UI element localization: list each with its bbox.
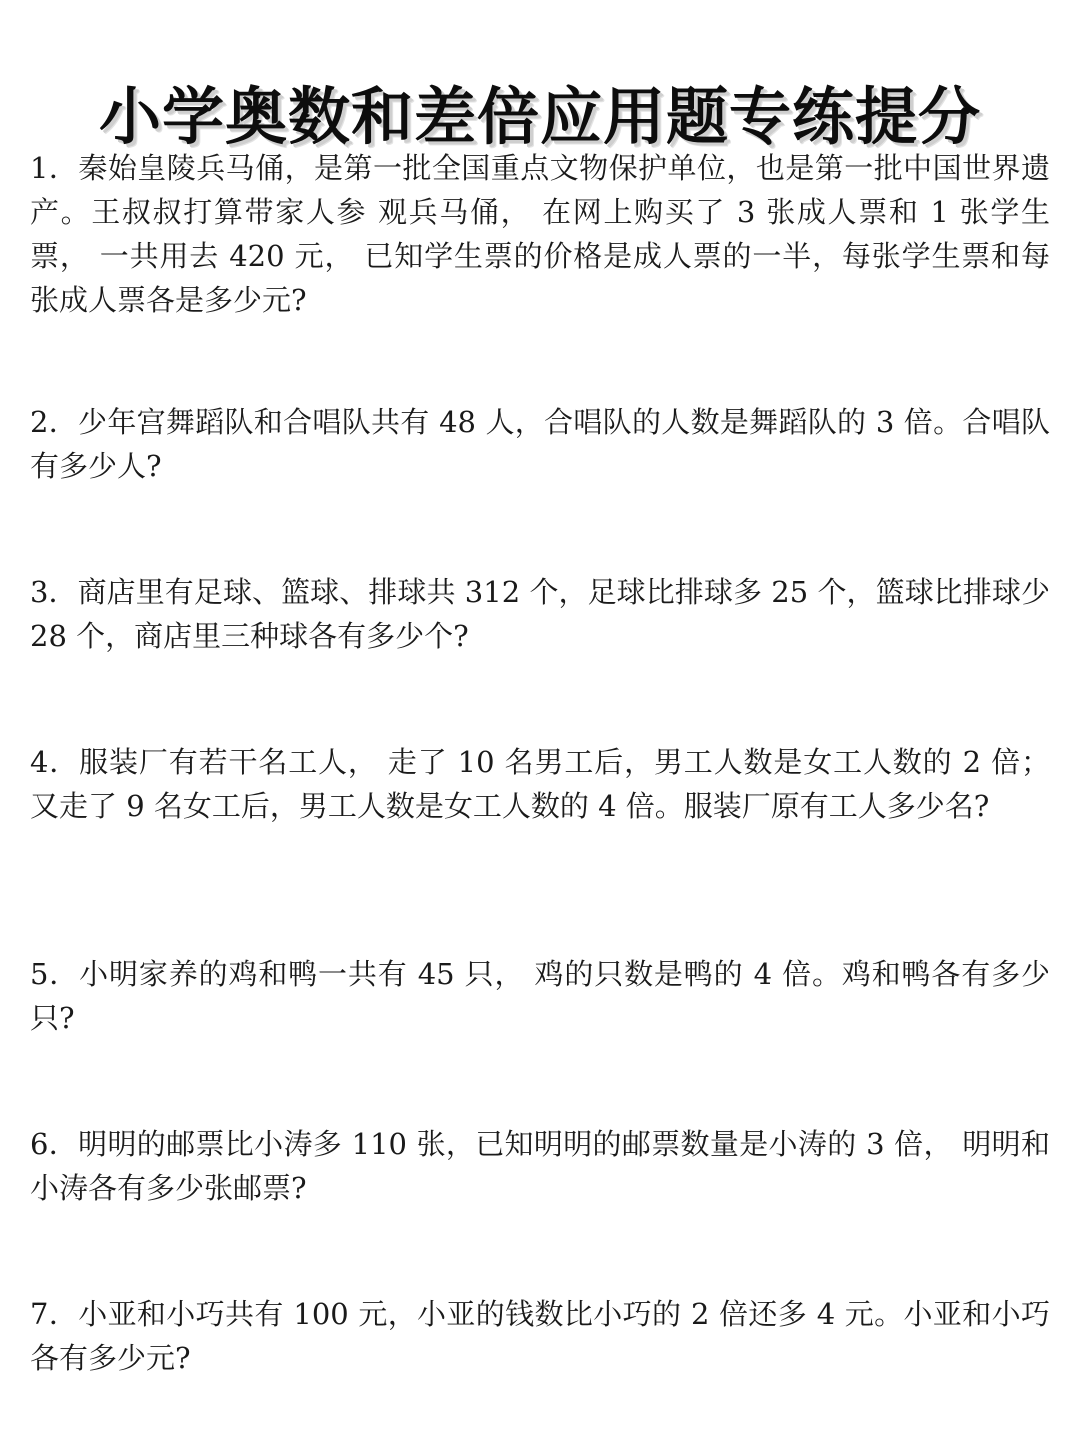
question-4: 4．服装厂有若干名工人， 走了 10 名男工后，男工人数是女工人数的 2 倍； 又走了 9 名女工后，男工人数是女工人数的 4 倍。服装厂原有工人多少名? [30, 745, 1050, 823]
question-5: 5．小明家养的鸡和鸭一共有 45 只， 鸡的只数是鸭的 4 倍。鸡和鸭各有多少只? [30, 957, 1050, 1035]
question-1: 1．秦始皇陵兵马俑，是第一批全国重点文物保护单位，也是第一批中国世界遗产。王叔叔打算带家人参 观兵马俑， 在网上购买了 3 张成人票和 1 张学生票， 一共用去 420 元， 已知学生票的价格是成人票的一半，每张学生票和每张成人票各是多少元? [30, 151, 1050, 317]
question-2: 2．少年宫舞蹈队和合唱队共有 48 人，合唱队的人数是舞蹈队的 3 倍。合唱队有多少人? [30, 405, 1050, 483]
question-6: 6．明明的邮票比小涛多 110 张，已知明明的邮票数量是小涛的 3 倍， 明明和小涛各有多少张邮票? [30, 1127, 1050, 1205]
question-3: 3．商店里有足球、篮球、排球共 312 个，足球比排球多 25 个，篮球比排球少 28 个，商店里三种球各有多少个? [30, 575, 1050, 653]
question-7: 7．小亚和小巧共有 100 元，小亚的钱数比小巧的 2 倍还多 4 元。小亚和小巧各有多少元? [30, 1297, 1050, 1375]
page-title: 小学奥数和差倍应用题专练提分 [98, 79, 981, 153]
